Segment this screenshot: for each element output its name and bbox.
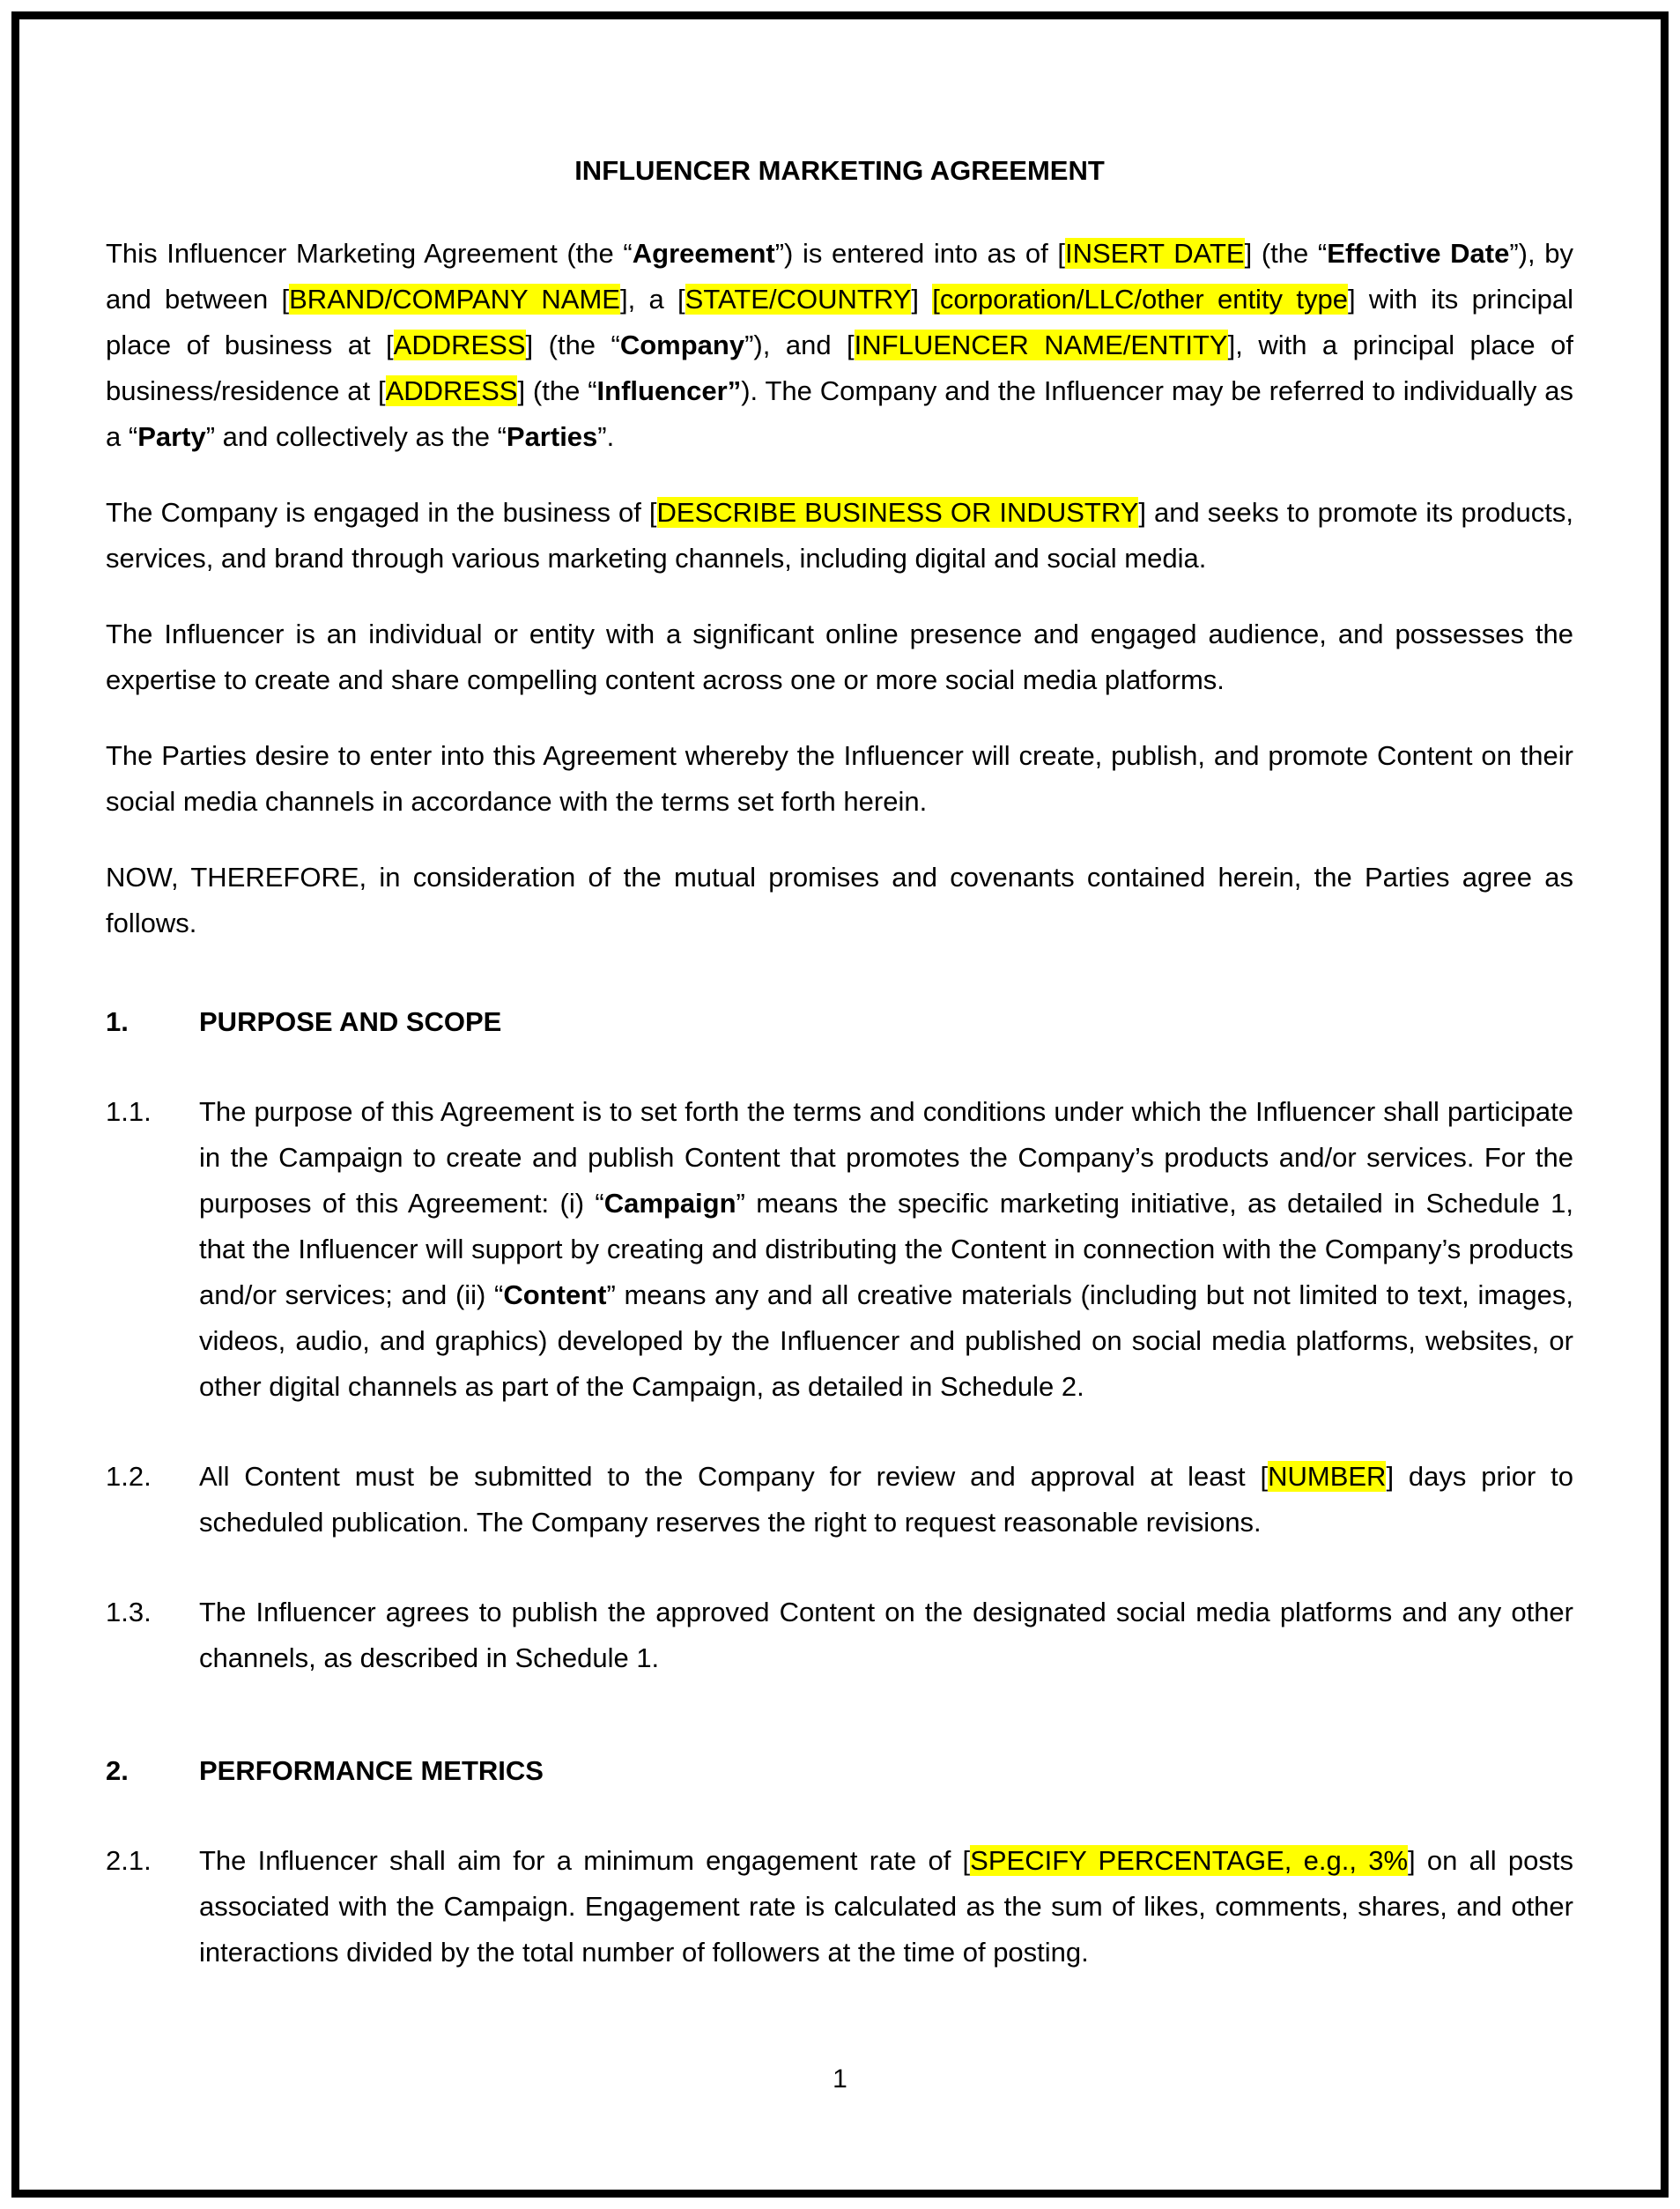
clause-number: 1.1.	[106, 1096, 152, 1127]
section-heading	[106, 999, 1573, 1045]
defined-term: Campaign	[603, 1188, 736, 1219]
highlight-placeholder: STATE/COUNTRY	[685, 284, 912, 315]
text-run: ” and collectively as the “	[205, 421, 507, 452]
text-run: NOW, THEREFORE, in consideration of the mutual promises and covenants contained herein, the Parties agree as follows.	[106, 862, 1573, 938]
highlight-placeholder: DESCRIBE BUSINESS OR INDUSTRY	[656, 497, 1139, 528]
clause-number: 1.3.	[106, 1597, 152, 1627]
text-run: ] and seeks to promote its products, services, and brand through various marketing channels, including digital and social media.	[106, 497, 1573, 574]
paragraph	[106, 733, 1573, 825]
highlight-placeholder: ADDRESS	[385, 375, 518, 406]
text-run: The Influencer shall aim for a minimum engagement rate of [	[199, 1845, 971, 1876]
clause-item	[106, 1838, 1573, 1975]
highlight-placeholder: INFLUENCER NAME/ENTITY	[854, 330, 1228, 360]
paragraph	[106, 490, 1573, 582]
section-heading	[106, 1748, 1573, 1794]
text-run: The purpose of this Agreement is to set forth the terms and conditions under which the Influencer shall participate in the Campaign to create and publish Content that promotes the Company’s products and/or services. For the purposes of this Agreement: (i) “	[199, 1096, 1573, 1219]
document-body	[106, 231, 1573, 2020]
clause-item	[106, 1454, 1573, 1546]
text-run: ”.	[597, 421, 615, 452]
text-run: ” means the specific marketing initiative, as detailed in Schedule 1, that the Influencer will support by creating and distributing the Content in connection with the Company’s products and/or services; and (ii) “	[199, 1188, 1573, 1310]
text-run: ], a [	[620, 284, 685, 315]
page-number: 1	[833, 2064, 847, 2094]
text-run: ], with a principal place of business/residence at [	[106, 330, 1573, 406]
document-page	[106, 148, 1573, 2020]
paragraph	[106, 855, 1573, 946]
document-title: INFLUENCER MARKETING AGREEMENT	[574, 155, 1105, 186]
highlight-placeholder: SPECIFY PERCENTAGE, e.g., 3%	[970, 1845, 1409, 1876]
defined-term: Influencer”	[596, 375, 742, 406]
text-run: ] (the “	[525, 330, 620, 360]
defined-term: Company	[619, 330, 745, 360]
text-run: ] days prior to scheduled publication. The Company reserves the right to request reasonable revisions.	[199, 1461, 1573, 1538]
defined-term: Parties	[506, 421, 598, 452]
text-run: ] (the “	[1244, 238, 1328, 269]
section-title: PURPOSE AND SCOPE	[199, 1006, 502, 1037]
section-title: PERFORMANCE METRICS	[199, 1755, 544, 1786]
text-run: ”), by and between [	[106, 238, 1573, 315]
text-run: This Influencer Marketing Agreement (the “	[106, 238, 633, 269]
paragraph	[106, 612, 1573, 703]
highlight-placeholder: BRAND/COMPANY NAME	[289, 284, 620, 315]
text-run: ] on all posts associated with the Campaign. Engagement rate is calculated as the sum of likes, comments, shares, and other interactions divided by the total number of followers at the time of posting.	[199, 1845, 1574, 1968]
text-run: The Influencer is an individual or entity with a significant online presence and engaged audience, and possesses the expertise to create and share compelling content across one or more social media platforms.	[106, 619, 1573, 695]
text-run: The Influencer agrees to publish the approved Content on the designated social media platforms and any other channels, as described in Schedule 1.	[199, 1597, 1573, 1673]
text-run: ]	[911, 284, 933, 315]
defined-term: Effective Date	[1327, 238, 1510, 269]
text-run: The Parties desire to enter into this Agreement whereby the Influencer will create, publish, and promote Content on their social media channels in accordance with the terms set forth herein.	[106, 740, 1573, 817]
highlight-placeholder: ADDRESS	[393, 330, 526, 360]
text-run: ”) is entered into as of [	[774, 238, 1065, 269]
defined-term: Content	[503, 1279, 607, 1310]
text-run: ] (the “	[517, 375, 597, 406]
highlight-placeholder: INSERT DATE	[1065, 238, 1245, 269]
text-run: ”), and [	[744, 330, 855, 360]
text-run: All Content must be submitted to the Company for review and approval at least [	[199, 1461, 1269, 1492]
text-run: ). The Company and the Influencer may be referred to individually as a “	[106, 375, 1573, 452]
section-number: 2.	[106, 1755, 129, 1786]
paragraph	[106, 231, 1573, 460]
section-number: 1.	[106, 1006, 129, 1037]
defined-term: Agreement	[632, 238, 775, 269]
text-run: The Company is engaged in the business of [	[106, 497, 657, 528]
clause-number: 2.1.	[106, 1845, 152, 1876]
clause-number: 1.2.	[106, 1461, 152, 1492]
highlight-placeholder: NUMBER	[1268, 1461, 1387, 1492]
defined-term: Party	[137, 421, 206, 452]
clause-item	[106, 1590, 1573, 1681]
clause-item	[106, 1089, 1573, 1410]
highlight-placeholder: [corporation/LLC/other entity type	[932, 284, 1348, 315]
text-run: ” means any and all creative materials (including but not limited to text, images, videos, audio, and graphics) developed by the Influencer and published on social media platforms, websites, or other digital channels as part of the Campaign, as detailed in Schedule 2.	[199, 1279, 1573, 1402]
text-run: ] with its principal place of business at [	[106, 284, 1574, 360]
